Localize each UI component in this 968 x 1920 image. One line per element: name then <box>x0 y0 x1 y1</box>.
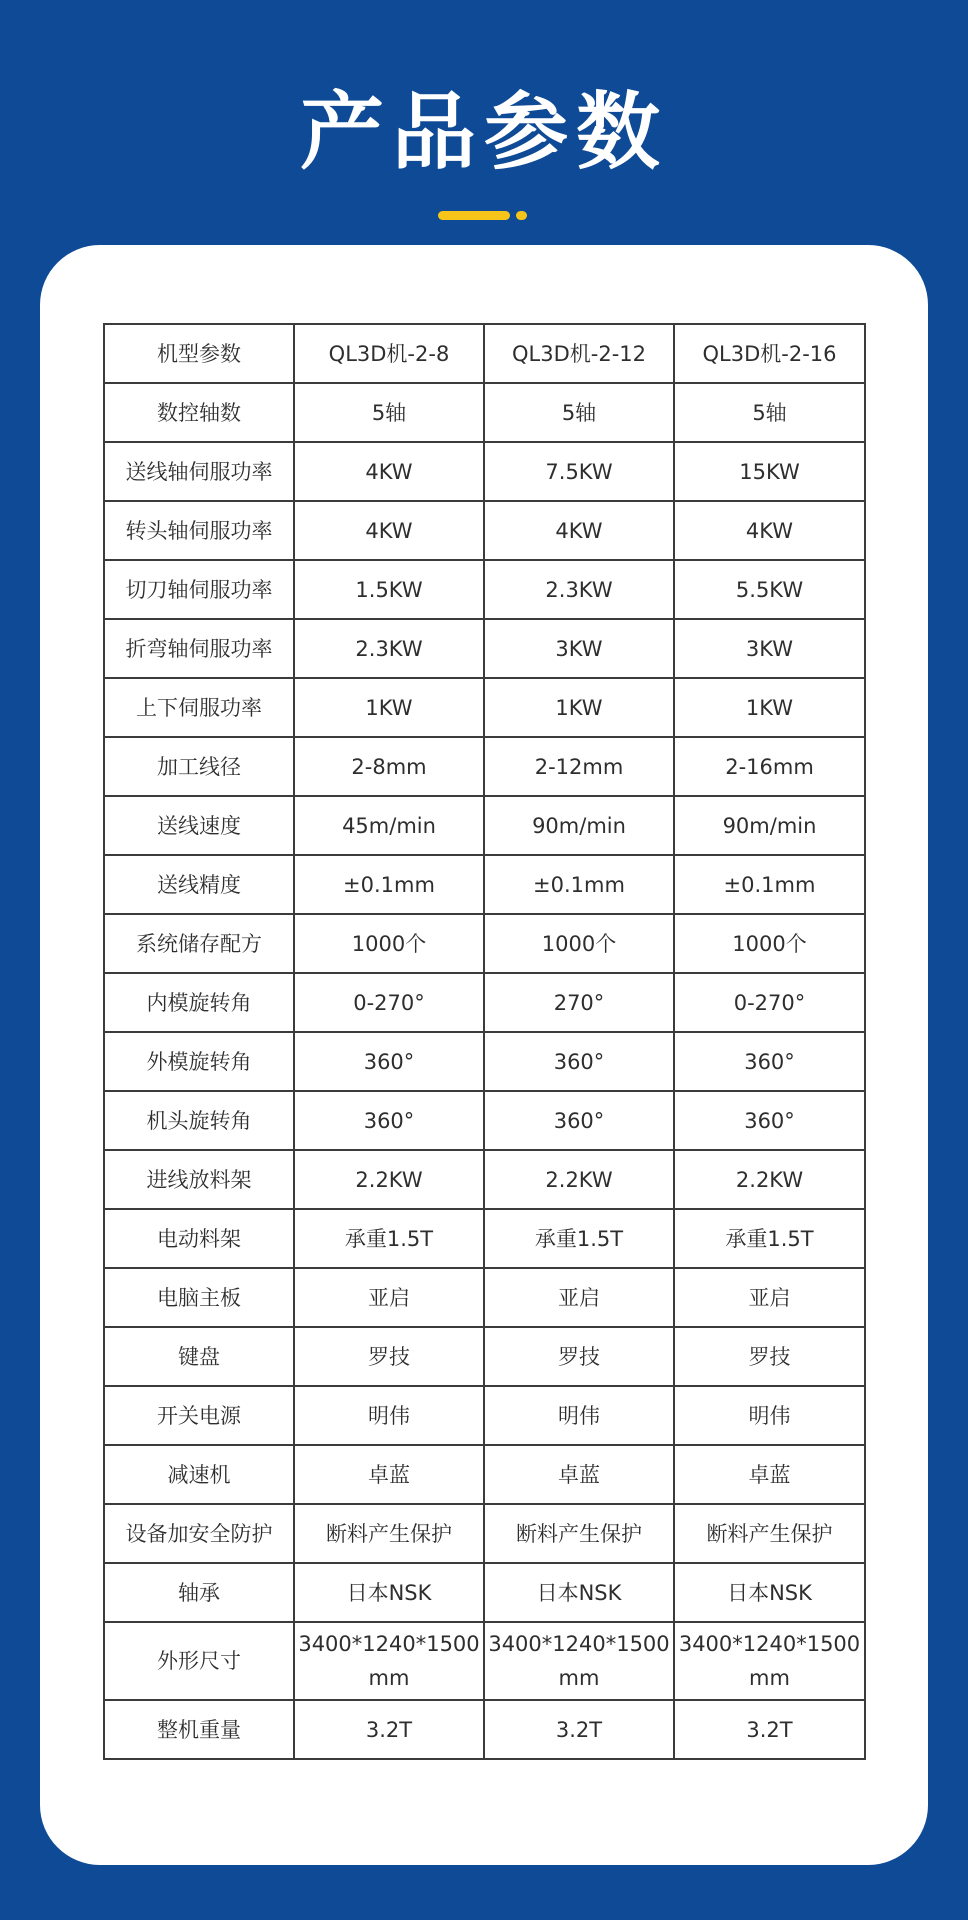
table-cell: ±0.1mm <box>674 855 865 914</box>
table-row <box>104 914 865 973</box>
table-cell: 0-270° <box>674 973 865 1032</box>
table-cell: 1000个 <box>294 914 484 973</box>
header-cell: QL3D机-2-8 <box>294 324 484 383</box>
table-cell: 3400*1240*1500 mm <box>674 1622 865 1700</box>
table-cell: 3.2T <box>674 1700 865 1759</box>
table-cell: 360° <box>674 1091 865 1150</box>
table-cell: 3.2T <box>484 1700 674 1759</box>
table-cell: 1KW <box>294 678 484 737</box>
table-cell: 罗技 <box>294 1327 484 1386</box>
table-row <box>104 1268 865 1327</box>
table-cell: 3.2T <box>294 1700 484 1759</box>
table-row <box>104 1386 865 1445</box>
table-header-row <box>104 324 865 383</box>
header-cell: QL3D机-2-12 <box>484 324 674 383</box>
spec-table <box>103 323 866 1760</box>
table-cell: 卓蓝 <box>294 1445 484 1504</box>
table-cell: 2.3KW <box>294 619 484 678</box>
table-cell: 断料产生保护 <box>674 1504 865 1563</box>
table-row <box>104 501 865 560</box>
table-cell: 4KW <box>294 501 484 560</box>
table-row <box>104 855 865 914</box>
table-row <box>104 619 865 678</box>
table-row <box>104 1150 865 1209</box>
row-label: 系统储存配方 <box>104 914 294 973</box>
row-label: 内模旋转角 <box>104 973 294 1032</box>
table-cell: 2.2KW <box>674 1150 865 1209</box>
row-label: 送线轴伺服功率 <box>104 442 294 501</box>
page-title: 产品参数 <box>299 83 668 181</box>
table-row <box>104 1504 865 1563</box>
table-cell: 2.3KW <box>484 560 674 619</box>
table-cell: 15KW <box>674 442 865 501</box>
table-cell: 承重1.5T <box>674 1209 865 1268</box>
row-label: 机头旋转角 <box>104 1091 294 1150</box>
table-cell: 3KW <box>674 619 865 678</box>
table-row <box>104 1445 865 1504</box>
table-cell: 2-8mm <box>294 737 484 796</box>
table-row <box>104 737 865 796</box>
row-label: 加工线径 <box>104 737 294 796</box>
row-label: 上下伺服功率 <box>104 678 294 737</box>
table-cell: 2-16mm <box>674 737 865 796</box>
table-cell: 亚启 <box>674 1268 865 1327</box>
accent-dot <box>516 211 527 220</box>
table-cell: ±0.1mm <box>484 855 674 914</box>
table-cell: 1KW <box>484 678 674 737</box>
table-cell: 360° <box>294 1032 484 1091</box>
header-cell: 机型参数 <box>104 324 294 383</box>
table-cell: 承重1.5T <box>484 1209 674 1268</box>
table-cell: 明伟 <box>674 1386 865 1445</box>
table-cell: 罗技 <box>484 1327 674 1386</box>
table-row <box>104 1622 865 1700</box>
table-cell: ±0.1mm <box>294 855 484 914</box>
table-cell: 5轴 <box>674 383 865 442</box>
table-cell: 日本NSK <box>484 1563 674 1622</box>
table-cell: 90m/min <box>484 796 674 855</box>
table-row <box>104 678 865 737</box>
table-row <box>104 1091 865 1150</box>
table-row <box>104 796 865 855</box>
table-row <box>104 383 865 442</box>
table-cell: 5轴 <box>294 383 484 442</box>
table-cell: 3400*1240*1500 mm <box>484 1622 674 1700</box>
table-cell: 明伟 <box>294 1386 484 1445</box>
table-cell: 卓蓝 <box>674 1445 865 1504</box>
table-cell: 2.2KW <box>484 1150 674 1209</box>
table-cell: 360° <box>294 1091 484 1150</box>
table-cell: 断料产生保护 <box>484 1504 674 1563</box>
row-label: 进线放料架 <box>104 1150 294 1209</box>
table-cell: 270° <box>484 973 674 1032</box>
table-row <box>104 1563 865 1622</box>
table-cell: 1000个 <box>484 914 674 973</box>
table-cell: 7.5KW <box>484 442 674 501</box>
table-cell: 1000个 <box>674 914 865 973</box>
table-cell: 360° <box>674 1032 865 1091</box>
row-label: 轴承 <box>104 1563 294 1622</box>
table-cell: 5轴 <box>484 383 674 442</box>
title-accent <box>0 211 968 223</box>
table-cell: 断料产生保护 <box>294 1504 484 1563</box>
table-cell: 3KW <box>484 619 674 678</box>
table-cell: 360° <box>484 1091 674 1150</box>
row-label: 折弯轴伺服功率 <box>104 619 294 678</box>
table-cell: 亚启 <box>294 1268 484 1327</box>
table-cell: 罗技 <box>674 1327 865 1386</box>
table-cell: 承重1.5T <box>294 1209 484 1268</box>
table-row <box>104 1032 865 1091</box>
table-cell: 1KW <box>674 678 865 737</box>
table-cell: 明伟 <box>484 1386 674 1445</box>
row-label: 外形尺寸 <box>104 1622 294 1700</box>
table-cell: 4KW <box>294 442 484 501</box>
row-label: 切刀轴伺服功率 <box>104 560 294 619</box>
header-cell: QL3D机-2-16 <box>674 324 865 383</box>
table-cell: 4KW <box>674 501 865 560</box>
table-cell: 1.5KW <box>294 560 484 619</box>
spec-card <box>40 245 928 1865</box>
table-row <box>104 1209 865 1268</box>
table-cell: 3400*1240*1500 mm <box>294 1622 484 1700</box>
row-label: 电动料架 <box>104 1209 294 1268</box>
row-label: 送线精度 <box>104 855 294 914</box>
table-cell: 5.5KW <box>674 560 865 619</box>
table-cell: 45m/min <box>294 796 484 855</box>
table-cell: 亚启 <box>484 1268 674 1327</box>
table-cell: 90m/min <box>674 796 865 855</box>
table-row <box>104 560 865 619</box>
table-cell: 2.2KW <box>294 1150 484 1209</box>
table-row <box>104 973 865 1032</box>
row-label: 电脑主板 <box>104 1268 294 1327</box>
table-cell: 卓蓝 <box>484 1445 674 1504</box>
row-label: 开关电源 <box>104 1386 294 1445</box>
row-label: 送线速度 <box>104 796 294 855</box>
table-row <box>104 1700 865 1759</box>
row-label: 外模旋转角 <box>104 1032 294 1091</box>
row-label: 减速机 <box>104 1445 294 1504</box>
table-cell: 日本NSK <box>674 1563 865 1622</box>
row-label: 键盘 <box>104 1327 294 1386</box>
row-label: 数控轴数 <box>104 383 294 442</box>
table-cell: 日本NSK <box>294 1563 484 1622</box>
table-cell: 4KW <box>484 501 674 560</box>
table-cell: 2-12mm <box>484 737 674 796</box>
table-cell: 0-270° <box>294 973 484 1032</box>
row-label: 设备加安全防护 <box>104 1504 294 1563</box>
table-row <box>104 1327 865 1386</box>
row-label: 整机重量 <box>104 1700 294 1759</box>
table-row <box>104 442 865 501</box>
accent-bar <box>438 211 510 220</box>
table-cell: 360° <box>484 1032 674 1091</box>
row-label: 转头轴伺服功率 <box>104 501 294 560</box>
